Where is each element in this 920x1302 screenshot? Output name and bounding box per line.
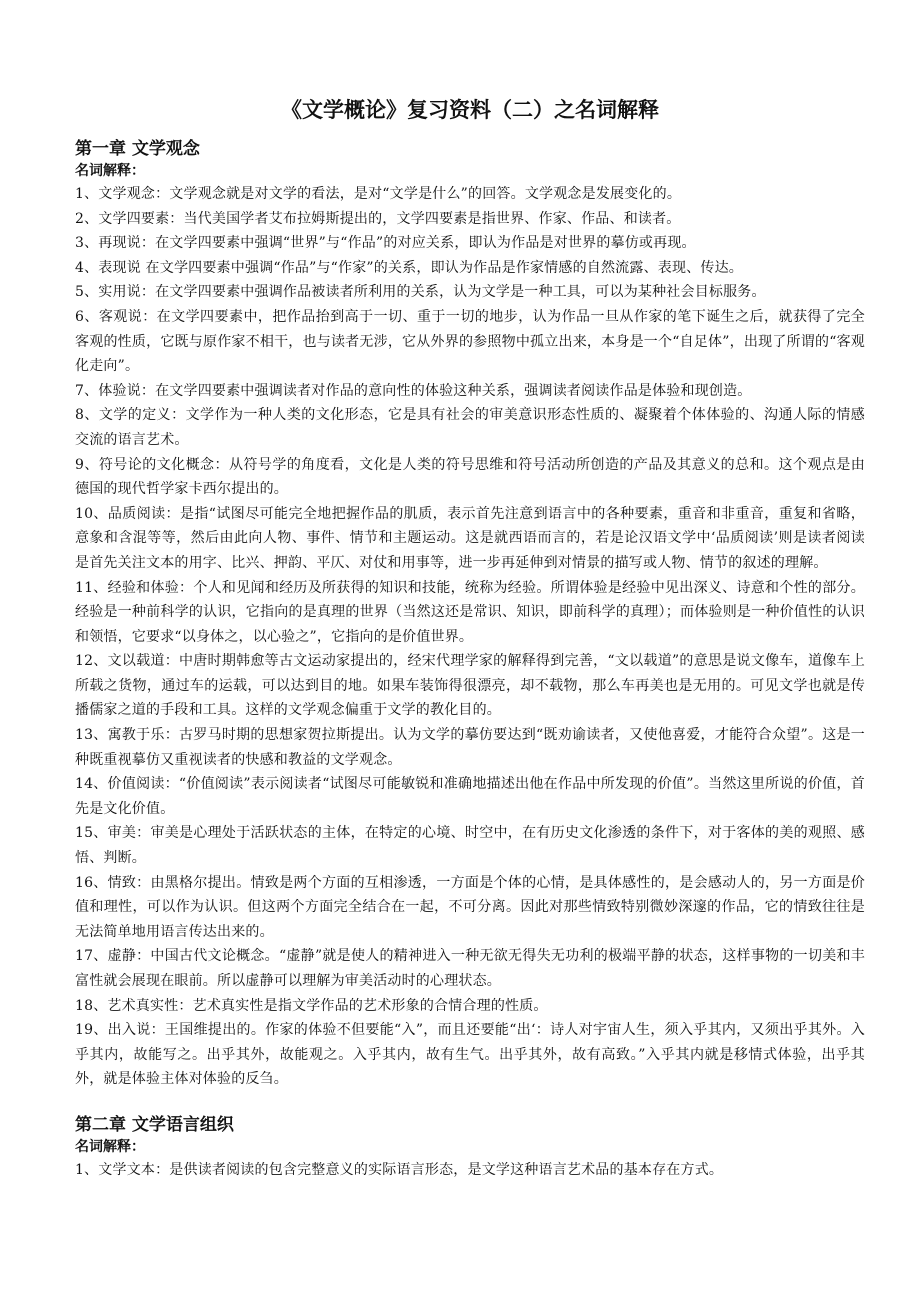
term-section-label: 名词解释：	[75, 1138, 145, 1155]
chapter-2	[75, 1114, 865, 1183]
term-entry: 18、艺术真实性：艺术真实性是指文学作品的艺术形象的合情合理的性质。	[75, 997, 548, 1014]
term-entry: 13、寓教于乐：古罗马时期的思想家贺拉斯提出。认为文学的摹仿要达到“既劝谕读者，又使他喜爱，才能符合众望”。这是一种既重视摹仿又重视读者的快感和教益的文学观念。	[75, 727, 865, 768]
term-entry: 1、文学文本：是供读者阅读的包含完整意义的实际语言形态，是文学这种语言艺术品的基本存在方式。	[75, 1161, 724, 1178]
term-entry: 12、文以载道：中唐时期韩愈等古文运动家提出的，经宋代理学家的解释得到完善，“文以载道”的意思是说文像车，道像车上所载之货物，通过车的运载，可以达到目的地。如果车装饰得很漂亮，却不载物，那么车再美也是无用的。可见文学也就是传播儒家之道的手段和工具。这样的文学观念偏重于文学的教化目的。	[75, 653, 865, 719]
term-section-label: 名词解释：	[75, 163, 145, 179]
term-entry: 14、价值阅读：“价值阅读”表示阅读者“试图尽可能敏锐和准确地描述出他在作品中所发现的价值”。当然这里所说的价值，首先是文化价值。	[75, 776, 865, 817]
term-entry: 10、品质阅读：是指“试图尽可能完全地把握作品的肌质，表示首先注意到语言中的各种要素，重音和非重音，重复和省略，意象和含混等等，然后由此向人物、事件、情节和主题运动。这是就西语而言的，若是论汉语文学中‘品质阅读’则是读者阅读是首先关注文本的用字、比兴、押韵、平仄、对仗和用事等，进一步再延伸到对情景的描写或人物、情节的叙述的理解。	[75, 505, 865, 571]
chapter-1	[75, 138, 865, 1092]
term-entry: 15、审美：审美是心理处于活跃状态的主体，在特定的心境、时空中，在有历史文化渗透的条件下，对于客体的美的观照、感悟、判断。	[75, 825, 865, 867]
document-title: 《文学概论》复习资料（二）之名词解释	[281, 97, 659, 122]
chapter-heading: 第二章 文学语言组织	[75, 1114, 234, 1135]
term-entry: 11、经验和体验：个人和见闻和经历及所获得的知识和技能，统称为经验。所谓体验是经验中见出深义、诗意和个性的部分。经验是一种前科学的认识，它指向的是真理的世界（当然这还是常识、知识，即前科学的真理）；而体验则是一种价值性的认识和领悟，它要求“以身体之，以心验之”，它指向的是价值世界。	[75, 579, 865, 645]
term-entry: 3、再现说：在文学四要素中强调“世界”与“作品”的对应关系，即认为作品是对世界的摹仿或再现。	[75, 235, 696, 252]
chapter-heading: 第一章 文学观念	[75, 139, 200, 159]
term-entry: 16、情致：由黑格尔提出。情致是两个方面的互相渗透，一方面是个体的心情，是具体感性的，是会感动人的，另一方面是价值和理性，可以作为认识。但这两个方面完全结合在一起，不可分离。因此对那些情致特别微妙深邃的作品，它的情致往往是无法简单地用语言传达出来的。	[75, 874, 865, 940]
document-page	[75, 96, 865, 1183]
term-entry: 2、文学四要素：当代美国学者艾布拉姆斯提出的，文学四要素是指世界、作家、作品、和读者。	[75, 210, 681, 227]
term-entry: 5、实用说：在文学四要素中强调作品被读者所利用的关系，认为文学是一种工具，可以为某种社会目标服务。	[75, 284, 766, 301]
term-entry: 9、符号论的文化概念：从符号学的角度看，文化是人类的符号思维和符号活动所创造的产品及其意义的总和。这个观点是由德国的现代哲学家卡西尔提出的。	[75, 456, 865, 498]
term-entry: 4、表现说 在文学四要素中强调“作品”与“作家”的关系，即认为作品是作家情感的自然流露、表现、传达。	[75, 259, 743, 276]
term-entry: 17、虚静：中国古代文论概念。“虚静”就是使人的精神进入一种无欲无得失无功利的极端平静的状态，这样事物的一切美和丰富性就会展现在眼前。所以虚静可以理解为审美活动时的心理状态。	[75, 948, 865, 989]
term-entry: 19、出入说：王国维提出的。作家的体验不但要能“入”，而且还要能“出‘：诗人对宇宙人生，须入乎其内，又须出乎其外。入乎其内，故能写之。出乎其外，故能观之。入乎其内，故有生气。出乎其外，故有高致。”入乎其内就是移情式体验，出乎其外，就是体验主体对体验的反刍。	[75, 1022, 865, 1088]
term-entry: 1、文学观念：文学观念就是对文学的看法，是对“文学是什么”的回答。文学观念是发展变化的。	[75, 186, 682, 202]
term-entry: 7、体验说：在文学四要素中强调读者对作品的意向性的体验这种关系，强调读者阅读作品是体验和现创造。	[75, 382, 752, 399]
term-entry: 8、文学的定义：文学作为一种人类的文化形态，它是具有社会的审美意识形态性质的、凝聚着个体体验的、沟通人际的情感交流的语言艺术。	[75, 407, 865, 448]
term-entry: 6、客观说：在文学四要素中，把作品抬到高于一切、重于一切的地步，认为作品一旦从作家的笔下诞生之后，就获得了完全客观的性质，它既与原作家不相干，也与读者无涉，它从外界的参照物中孤立出来，本身是一个“自足体”，出现了所谓的“客观化走向”。	[75, 308, 865, 375]
